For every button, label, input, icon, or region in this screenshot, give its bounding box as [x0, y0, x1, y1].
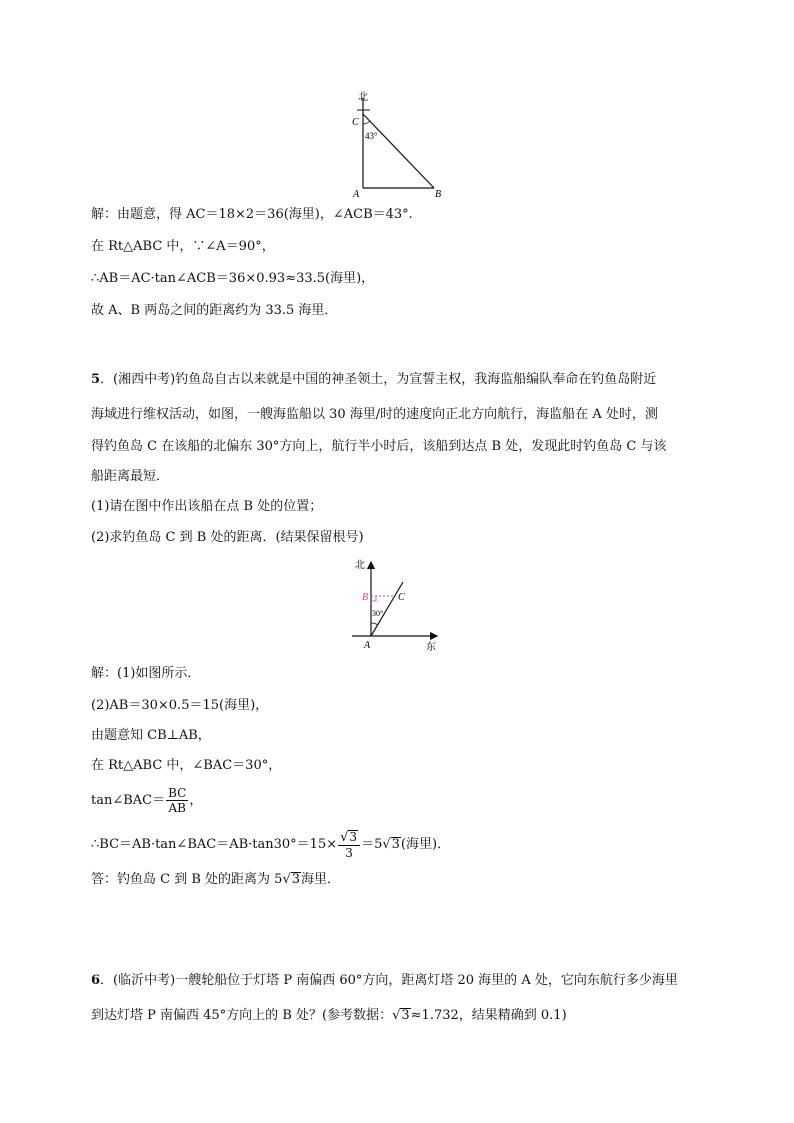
bc-eq: ＝5 [361, 837, 383, 852]
angle-label: 30° [372, 609, 384, 618]
label-a: A [353, 189, 360, 200]
north-label: 北 [358, 92, 368, 103]
solution5-line2: (2)AB＝30×0.5＝15(海里)， [91, 698, 269, 713]
problem5-text-1: ．(湘西中考)钓鱼岛自古以来就是中国的神圣领土，为宣誓主权，我海监船编队奉命在钓鱼岛附近 [100, 372, 657, 387]
answer-end: 海里． [301, 872, 341, 887]
solution5-answer: 答：钓鱼岛 C 到 B 处的距离为 5√3海里． [91, 872, 341, 887]
label-a: A [364, 640, 371, 651]
label-c: C [352, 117, 359, 128]
label-c: C [398, 592, 405, 603]
figure-2-north-east [352, 556, 444, 654]
tan-numerator: BC [168, 786, 187, 800]
angle-label: 43° [365, 131, 378, 141]
label-b: B [362, 592, 369, 603]
bc-radicand: 3 [349, 829, 358, 844]
problem6-line1 [91, 972, 678, 990]
solution5-tan-line [91, 785, 202, 817]
answer-left: 答：钓鱼岛 C 到 B 处的距离为 5 [91, 872, 283, 887]
right-angle-mark [371, 596, 376, 601]
problem5-number: 5 [91, 372, 101, 387]
east-label: 东 [426, 642, 436, 653]
solution4-line2: 在 Rt△ABC 中，∵∠A＝90°， [91, 239, 275, 254]
tan-denominator: AB [168, 801, 186, 815]
bc-fraction [338, 830, 360, 860]
problem5-line3: 得钓鱼岛 C 在该船的北偏东 30°方向上，航行半小时后，该船到达点 B 处，发现此时钓鱼岛 C 与该 [91, 439, 667, 454]
bc-end: (海里)． [400, 837, 451, 852]
tan-end: ， [189, 793, 203, 808]
problem5-line2: 海域进行维权活动，如图，一艘海监船以 30 海里/时的速度向正北方向航行，海监船在 A 处时，测 [91, 407, 658, 422]
bc-denominator: 3 [345, 845, 353, 860]
problem5-line4: 船距离最短． [91, 469, 170, 484]
bc-left: ∴BC＝AB·tan∠BAC＝AB·tan30°＝15× [91, 837, 338, 852]
side-cb [363, 114, 434, 188]
problem6-number: 6 [91, 973, 101, 988]
solution5-bc-line: ∴BC＝AB·tan∠BAC＝AB·tan30°＝15× $\frac{√3}{3}$ ＝5√3(海里)． [91, 829, 451, 860]
problem5-line1 [91, 371, 656, 389]
solution5-line4: 在 Rt△ABC 中，∠BAC＝30°， [91, 758, 282, 773]
tan-left: tan∠BAC＝ [91, 793, 166, 808]
bc-radicand-2: 3 [391, 837, 400, 852]
angle-arc [371, 623, 378, 625]
solution4-line1: 解：由题意，得 AC＝18×2＝36(海里)，∠ACB＝43°. [91, 207, 413, 222]
label-b: B [435, 189, 442, 200]
answer-radicand: 3 [291, 872, 301, 887]
problem5-question2: (2)求钓鱼岛 C 到 B 处的距离．(结果保留根号) [91, 530, 364, 545]
tan-fraction [166, 786, 188, 815]
angle-arc [363, 121, 370, 124]
solution5-line3: 由题意知 CB⊥AB， [91, 728, 211, 743]
solution4-line3: ∴AB＝AC·tan∠ACB＝36×0.93≈33.5(海里)， [91, 271, 375, 286]
problem6-line2-left: 到达灯塔 P 南偏西 45°方向上的 B 处？(参考数据： [91, 1008, 393, 1023]
bc-numerator: √3 [338, 830, 360, 846]
problem6-text-1: ．(临沂中考)一艘轮船位于灯塔 P 南偏西 60°方向，距离灯塔 20 海里的 A 处，它向东航行多少海里 [100, 973, 678, 988]
problem6-radicand: 3 [401, 1008, 410, 1023]
north-label: 北 [355, 560, 365, 571]
solution5-line1: 解：(1)如图所示． [91, 666, 201, 681]
problem6-line2-end: ≈1.732，结果精确到 0.1) [410, 1008, 567, 1023]
problem6-line2: 到达灯塔 P 南偏西 45°方向上的 B 处？(参考数据：√3≈1.732，结果精确到 0.1) [91, 1008, 567, 1023]
problem5-question1: (1)请在图中作出该船在点 B 处的位置； [91, 499, 323, 514]
figure-1-right-triangle [345, 90, 450, 200]
solution4-line4: 故 A、B 两岛之间的距离约为 33.5 海里． [91, 303, 338, 318]
